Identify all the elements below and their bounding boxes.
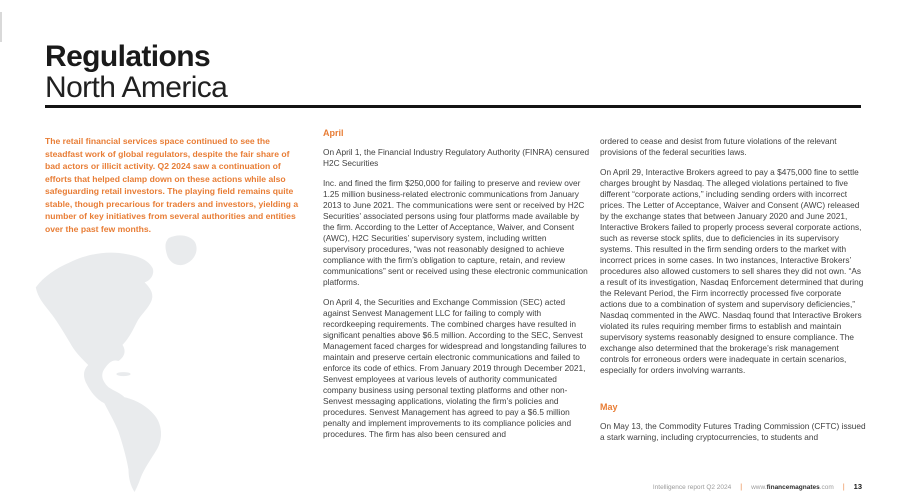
americas-map-icon — [24, 232, 229, 499]
body-paragraph: On April 29, Interactive Brokers agreed to pay a $475,000 fine to settle charges brought by Nasdaq. The alleged violations pertained to five different “corporate actions,” including sending orders with incorrect prices. The Letter of Acceptance, Waiver and Consent (AWC) released by the exchange states that between January 2020 and June 2021, Interactive Brokers failed to properly process several corporate actions, such as reverse stock splits, due to deficiencies in its supervisory systems. This resulted in the firm sending orders to the market with incorrect prices in some cases. In two instances, Interactive Brokers’ procedures also allowed customers to sell shares they did not own. “As a result of its investigation, Nasdaq Enforcement determined that during the Relevant Period, the Firm incorrectly processed five corporate actions due to a combination of system and supervisory deficiencies,” Nasdaq commented in the AWC. Nasdaq found that Interactive Brokers violated its rules requiring member firms to establish and maintain supervisory systems reasonably designed to ensure compliance. The exchange also determined that the brokerage’s risk management controls for erroneous orders were inadequate in certain scenarios, especially for orders involving warrants. — [600, 167, 864, 375]
page-footer — [653, 482, 862, 491]
page-number: 13 — [853, 482, 862, 491]
page-header — [45, 41, 227, 103]
intro-paragraph: The retail financial services space continued to see the steadfast work of global regulators, despite the fair share of bad actors or illicit activity. Q2 2024 saw a continuation of efforts that helped clamp down on these actions while also safeguarding retail investors. The playing field remains quite stable, though precarious for traders and investors, yielding a number of key initiatives from several authorities and entities over the past few months. — [45, 136, 299, 234]
footer-report-label: Intelligence report Q2 2024 — [652, 484, 732, 491]
body-paragraph: On May 13, the Commodity Futures Trading Commission (CFTC) issued a stark warning, including cryptocurrencies, to students and — [600, 421, 866, 442]
footer-site-prefix: www. — [751, 484, 767, 491]
section-heading-may: May — [600, 402, 618, 412]
body-paragraph: On April 1, the Financial Industry Regulatory Authority (FINRA) censured H2C Securities — [323, 147, 590, 168]
page-title: Regulations — [45, 40, 211, 73]
page-subtitle: North America — [45, 71, 228, 104]
footer-separator: | — [740, 484, 743, 491]
header-divider — [45, 105, 861, 108]
page-edge-tick — [0, 12, 2, 42]
column-right — [600, 136, 866, 452]
body-paragraph: Inc. and fined the firm $250,000 for failing to preserve and review over 1.25 million business-related electronic communications from January 2013 to June 2021. The communications were sent or received by H2C Securities’ associated persons using four platforms made available by the firm. According to the Letter of Acceptance, Waiver, and Consent (AWC), H2C Securities’ supervisory system, including written supervisory procedures, “was not reasonably designed to achieve compliance with the firm’s obligation to capture, retain, and review communications” sent or received using these electronic communication platforms. — [323, 178, 588, 287]
column-april — [323, 128, 590, 449]
footer-site-brand: financemagnates — [766, 484, 820, 491]
footer-website — [751, 484, 834, 491]
body-paragraph: ordered to cease and desist from future violations of the relevant provisions of the federal securities laws. — [600, 136, 837, 157]
footer-separator: | — [842, 484, 845, 491]
body-paragraph: On April 4, the Securities and Exchange Commission (SEC) acted against Senvest Management LLC for failing to comply with recordkeeping requirements. The combined charges have resulted in significant penalties above $6.5 million. According to the SEC, Senvest Management faced charges for widespread and longstanding failures to maintain and preserve certain electronic communications and failed to enforce its code of ethics. From January 2019 through December 2021, Senvest employees at various levels of authority communicated company business using personal texting platforms and other non-Senvest messaging applications, violating the firm’s policies and procedures. Senvest Management has agreed to pay a $6.5 million penalty and implement improvements to its compliance policies and procedures. The firm has also been censured and — [323, 297, 587, 439]
section-heading-april: April — [323, 128, 344, 138]
footer-site-suffix: .com — [819, 484, 834, 491]
